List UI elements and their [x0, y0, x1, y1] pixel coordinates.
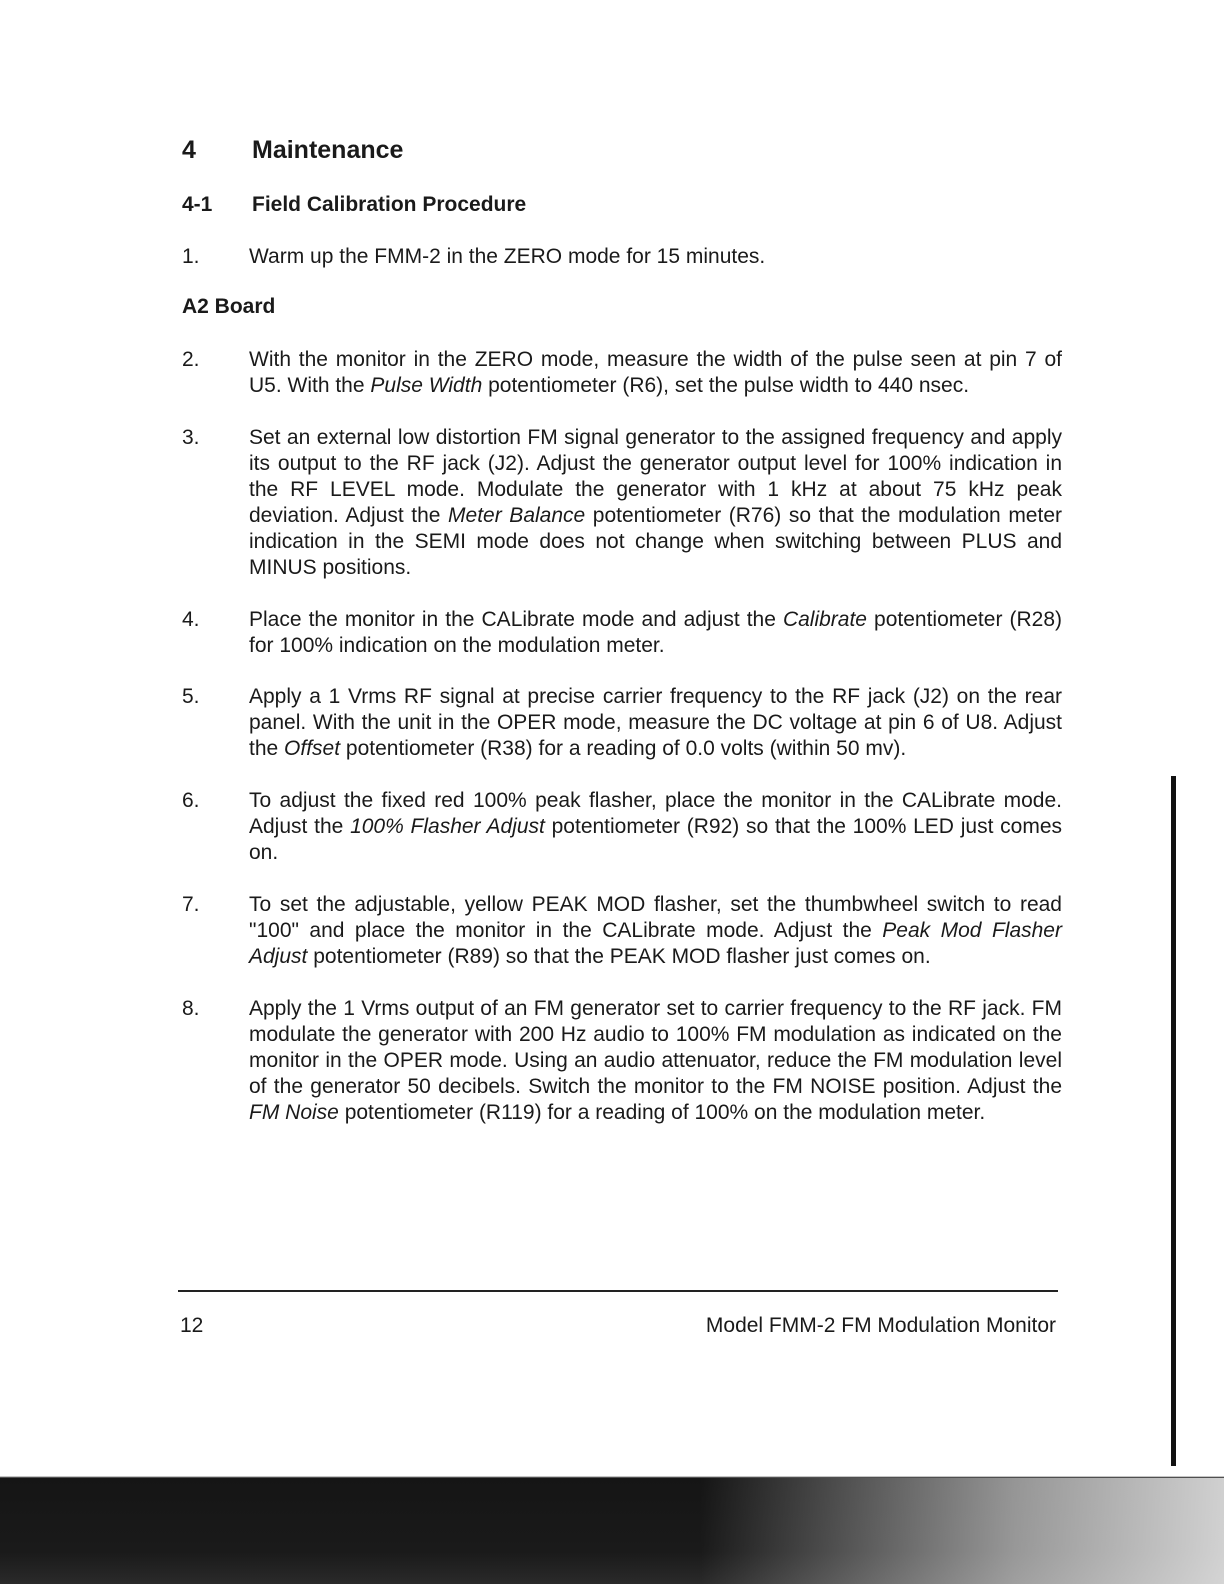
chapter-number: 4 [182, 136, 196, 164]
potentiometer-name: Peak Mod Flasher Adjust [249, 919, 1062, 968]
step-text [249, 892, 1062, 970]
step-text [249, 425, 1062, 581]
step-text-segment: Apply the 1 Vrms output of an FM generator set to carrier frequency to the RF jack. FM modulate the generator with 200 Hz audio to 100% FM modulation as indicated on the monitor in the OPER mode. Using an audio attenuator, reduce the FM modulation level of the generator 50 decibels. Switch the monitor to the FM NOISE position. Adjust the [249, 997, 1062, 1098]
step-number: 7. [182, 893, 200, 916]
potentiometer-name: Meter Balance [448, 504, 586, 527]
step-number: 6. [182, 789, 200, 812]
footer-divider [178, 1290, 1058, 1292]
step-text-segment: potentiometer (R89) so that the PEAK MOD flasher just comes on. [307, 945, 931, 968]
step-text-segment: Place the monitor in the CALibrate mode and adjust the [249, 608, 783, 631]
step-text [249, 347, 1062, 399]
step-text [249, 607, 1062, 659]
step-text [249, 996, 1062, 1126]
subheading-a2-board: A2 Board [182, 295, 276, 318]
step-number: 8. [182, 997, 200, 1020]
step-3 [182, 425, 1062, 581]
potentiometer-name: Pulse Width [370, 374, 483, 397]
section-title: Field Calibration Procedure [252, 193, 527, 216]
step-2 [182, 347, 1062, 399]
step-text-segment: potentiometer (R76) so that the modulation meter indication in the SEMI mode does not change when switching between PLUS and MINUS positions. [249, 504, 1062, 579]
step-5 [182, 684, 1062, 762]
step-text-segment: potentiometer (R92) so that the 100% LED just comes on. [249, 815, 1062, 864]
step-text-segment: Set an external low distortion FM signal generator to the assigned frequency and apply its output to the RF jack (J2). Adjust the generator output level for 100% indication in the RF LEVEL mode. Modulate the generator with 1 kHz at about 75 kHz peak deviation. Adjust the [249, 426, 1062, 527]
step-number: 2. [182, 348, 200, 371]
step-number: 1. [182, 245, 200, 268]
potentiometer-name: Calibrate [782, 608, 867, 631]
chapter-title: Maintenance [252, 136, 404, 164]
potentiometer-name: 100% Flasher Adjust [350, 815, 545, 838]
footer-title: Model FMM-2 FM Modulation Monitor [705, 1314, 1056, 1337]
step-text [249, 684, 1062, 762]
binding-edge-shadow [1171, 776, 1176, 1466]
step-number: 4. [182, 608, 200, 631]
potentiometer-name: Offset [284, 737, 341, 760]
step-number: 3. [182, 426, 200, 449]
step-text-segment: To set the adjustable, yellow PEAK MOD flasher, set the thumbwheel switch to read "100" and place the monitor in the CALibrate mode. Adjust the [249, 893, 1062, 942]
step-6 [182, 788, 1062, 866]
step-1 [182, 244, 1062, 270]
page-number: 12 [180, 1314, 204, 1337]
step-text-segment: potentiometer (R28) for 100% indication on the modulation meter. [249, 608, 1062, 657]
section-number: 4-1 [182, 193, 213, 216]
scan-shadow-fade [700, 1478, 1224, 1584]
step-text-segment: Warm up the FMM-2 in the ZERO mode for 15 minutes. [249, 245, 766, 268]
step-8 [182, 996, 1062, 1126]
step-text-segment: To adjust the fixed red 100% peak flasher, place the monitor in the CALibrate mode. Adjust the [249, 789, 1062, 838]
step-text-segment: Apply a 1 Vrms RF signal at precise carrier frequency to the RF jack (J2) on the rear panel. With the unit in the OPER mode, measure the DC voltage at pin 6 of U8. Adjust the [249, 685, 1062, 760]
step-text [249, 244, 1062, 270]
step-text-segment: With the monitor in the ZERO mode, measure the width of the pulse seen at pin 7 of U5. With the [249, 348, 1062, 397]
step-4 [182, 607, 1062, 659]
step-text-segment: potentiometer (R6), set the pulse width to 440 nsec. [482, 374, 970, 397]
step-text-segment: potentiometer (R38) for a reading of 0.0 volts (within 50 mv). [340, 737, 907, 760]
step-7 [182, 892, 1062, 970]
potentiometer-name: FM Noise [249, 1101, 339, 1124]
section-heading [182, 193, 526, 217]
chapter-heading [182, 136, 403, 165]
step-text-segment: potentiometer (R119) for a reading of 100% on the modulation meter. [338, 1101, 986, 1124]
step-number: 5. [182, 685, 200, 708]
step-text [249, 788, 1062, 866]
